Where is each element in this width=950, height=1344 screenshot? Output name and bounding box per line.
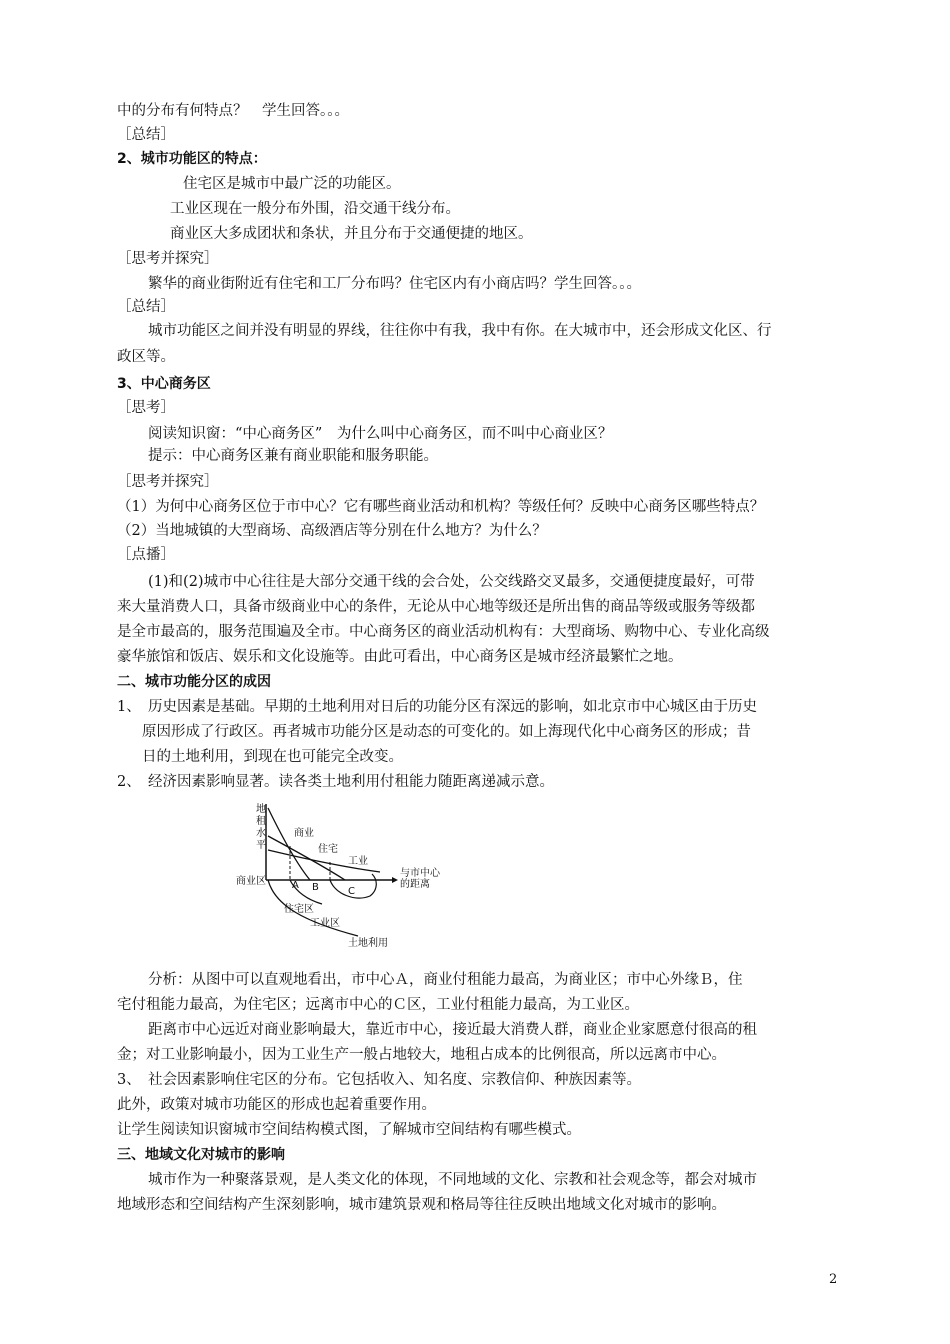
residential-zone-label: 住宅区	[284, 904, 314, 915]
text-line: 中的分布有何特点？ 学生回答。。。	[117, 103, 349, 119]
text-line: 宅付租能力最高，为住宅区；远离市中心的Ｃ区，工业付租能力最高，为工业区。	[117, 997, 639, 1013]
text-line: 政区等。	[117, 349, 175, 365]
industrial-zone-label: 工业区	[310, 918, 340, 929]
y-axis-label: 水	[256, 828, 266, 839]
text-line: 豪华旅馆和饭店、娱乐和文化设施等。由此可看出，中心商务区是城市经济最繁忙之地。	[117, 649, 683, 665]
text-line: （1）为何中心商务区位于市中心？它有哪些商业活动和机构？等级任何？反映中心商务区哪些特点？	[117, 499, 765, 515]
text-line: 让学生阅读知识窗城市空间结构模式图，了解城市空间结构有哪些模式。	[117, 1122, 581, 1138]
zone-b-label: B	[312, 882, 319, 893]
text-line: 城市功能区之间并没有明显的界线，往往你中有我，我中有你。在大城市中，还会形成文化区、行	[148, 323, 772, 339]
text-line: 住宅区是城市中最广泛的功能区。	[183, 176, 401, 192]
text-line: ［点播］	[117, 547, 175, 563]
residence-curve	[268, 836, 345, 880]
text-line: ［思考］	[117, 400, 175, 416]
text-line: 3、 社会因素影响住宅区的分布。它包括收入、知名度、宗教信仰、种族因素等。	[117, 1072, 641, 1088]
text-line: 日的土地利用，到现在也可能完全改变。	[142, 749, 403, 765]
text-line: 分析：从图中可以直观地看出，市中心Ａ，商业付租能力最高，为商业区；市中心外缘Ｂ，住	[148, 972, 743, 988]
text-line: 原因形成了行政区。再者城市功能分区是动态的可变化的。如上海现代化中心商务区的形成；昔	[142, 724, 751, 740]
commercial-zone-label: 商业区	[236, 876, 266, 887]
text-line: ［思考并探究］	[117, 251, 219, 267]
land-use-label: 土地利用	[348, 938, 388, 949]
text-line: 提示：中心商务区兼有商业职能和服务职能。	[148, 448, 438, 464]
text-line: 1、 历史因素是基础。早期的土地利用对日后的功能分区有深远的影响，如北京市中心城区由于历史	[117, 699, 757, 715]
x-axis-label: 与市中心	[400, 868, 440, 879]
y-axis-label: 平	[256, 840, 266, 851]
residence-label: 住宅	[318, 844, 338, 855]
text-line: 商业区大多成团状和条状，并且分布于交通便捷的地区。	[170, 226, 533, 242]
text-line: （2）当地城镇的大型商场、高级酒店等分别在什么地方？为什么？	[117, 523, 547, 539]
zone-a-label: A	[292, 880, 299, 891]
text-line: 工业区现在一般分布外围，沿交通干线分布。	[170, 201, 460, 217]
text-line: 来大量消费人口，具备市级商业中心的条件，无论从中心地等级还是所出售的商品等级或服务等级都	[117, 599, 755, 615]
section-heading: 3、中心商务区	[117, 376, 211, 392]
x-axis-label: 的距离	[400, 879, 430, 890]
text-line: 2、 经济因素影响显著。读各类土地利用付租能力随距离递减示意。	[117, 774, 554, 790]
commerce-curve	[268, 808, 310, 880]
text-line: 地域形态和空间结构产生深刻影响，城市建筑景观和格局等往往反映出地域文化对城市的影响。	[117, 1197, 726, 1213]
text-line: 金；对工业影响最小，因为工业生产一般占地较大，地租占成本的比例很高，所以远离市中心。	[117, 1047, 726, 1063]
section-heading: 2、城市功能区的特点：	[117, 151, 267, 167]
text-line: 是全市最高的，服务范围遍及全市。中心商务区的商业活动机构有：大型商场、购物中心、专业化高级	[117, 624, 770, 640]
industry-label: 工业	[348, 856, 368, 867]
text-line: 阅读知识窗：“中心商务区” 为什么叫中心商务区，而不叫中心商业区？	[148, 426, 613, 442]
text-line: ［总结］	[117, 127, 175, 143]
page-number: 2	[829, 1272, 838, 1287]
zone-c-label: C	[348, 886, 355, 897]
text-line: 距离市中心远近对商业影响最大，靠近市中心，接近最大消费人群，商业企业家愿意付很高的租	[148, 1022, 757, 1038]
text-line: 繁华的商业街附近有住宅和工厂分布吗？住宅区内有小商店吗？学生回答。。。	[148, 276, 641, 292]
rent-distance-figure	[230, 798, 470, 958]
text-line: ［总结］	[117, 299, 175, 315]
section-heading: 二、城市功能分区的成因	[117, 674, 271, 690]
text-line: (1)和(2)城市中心往往是大部分交通干线的会合处，公交线路交叉最多，交通便捷度最好，可带	[148, 574, 755, 590]
text-line: 此外，政策对城市功能区的形成也起着重要作用。	[117, 1097, 436, 1113]
y-axis-label: 地	[256, 804, 266, 815]
commerce-label: 商业	[294, 828, 314, 839]
text-line: ［思考并探究］	[117, 474, 219, 490]
text-line: 城市作为一种聚落景观，是人类文化的体现，不同地域的文化、宗教和社会观念等，都会对城市	[148, 1172, 757, 1188]
y-axis-label: 租	[256, 816, 266, 827]
section-heading: 三、地域文化对城市的影响	[117, 1147, 285, 1163]
